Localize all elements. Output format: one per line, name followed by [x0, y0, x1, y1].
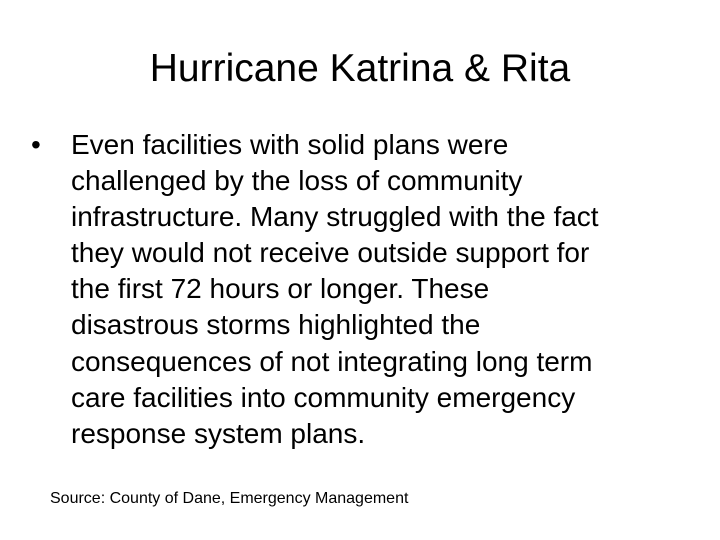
bullet-line: care facilities into community emergency	[71, 381, 576, 413]
slide-title: Hurricane Katrina & Rita	[149, 47, 571, 90]
bullet-line: response system plans.	[71, 417, 366, 449]
bullet-line: the first 72 hours or longer. These	[71, 273, 490, 305]
bullet-line: consequences of not integrating long term	[71, 345, 593, 377]
bullet-line: Even facilities with solid plans were	[71, 129, 509, 160]
bullet-line: they would not receive outside support for	[71, 237, 590, 269]
bullet-line: disastrous storms highlighted the	[71, 309, 481, 341]
bullet-line: infrastructure. Many struggled with the fact	[71, 201, 599, 233]
bullet-marker: •	[31, 129, 41, 160]
bullet-text	[71, 127, 711, 452]
source-note: Source: County of Dane, Emergency Management	[50, 490, 409, 507]
bullet-line: challenged by the loss of community	[71, 165, 523, 197]
